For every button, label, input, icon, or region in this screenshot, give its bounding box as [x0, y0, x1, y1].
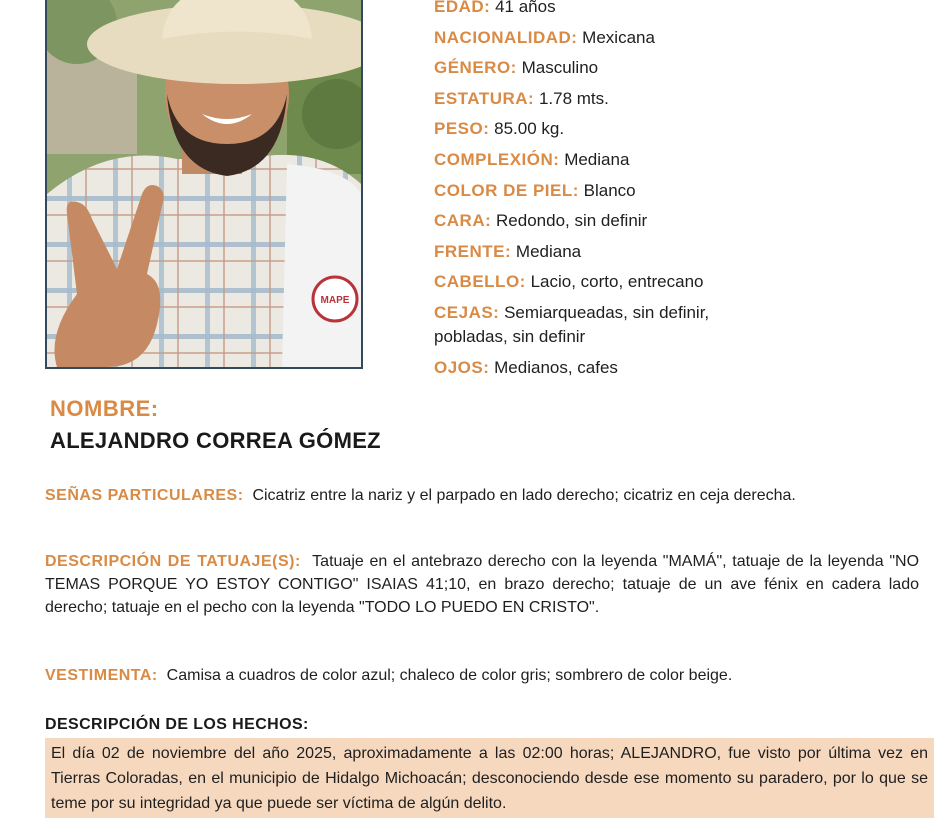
svg-text:MAPE: MAPE: [320, 295, 350, 306]
senas-label: SEÑAS PARTICULARES:: [45, 487, 244, 504]
vestimenta-label: VESTIMENTA:: [45, 667, 158, 684]
missing-person-photo: [45, 0, 363, 369]
descripcion-tatuajes: [45, 550, 919, 619]
hechos-label: DESCRIPCIÓN DE LOS HECHOS:: [45, 716, 309, 733]
attributes-list: [434, 0, 934, 384]
vestimenta: [45, 664, 919, 687]
attr-complexion: COMPLEXIÓN: Mediana: [434, 149, 630, 169]
person-photo-icon: [47, 0, 361, 367]
attr-cara: CARA: Redondo, sin definir: [434, 211, 648, 231]
person-name: ALEJANDRO CORREA GÓMEZ: [50, 428, 381, 453]
name-label: NOMBRE:: [50, 396, 159, 421]
attr-color-piel: COLOR DE PIEL: Blanco: [434, 180, 636, 200]
senas-text: Cicatriz entre la nariz y el parpado en lado derecho; cicatriz en ceja derecha.: [252, 487, 796, 504]
attr-estatura: ESTATURA: 1.78 mts.: [434, 88, 609, 108]
vestimenta-text: Camisa a cuadros de color azul; chaleco de color gris; sombrero de color beige.: [166, 667, 733, 684]
attr-nacionalidad: NACIONALIDAD: Mexicana: [434, 27, 655, 47]
hechos-text: El día 02 de noviembre del año 2025, aproximadamente a las 02:00 horas; ALEJANDRO, fue visto por última vez en Tierras Coloradas, en el municipio de Hidalgo Michoacán; desconociendo desde ese momento su paradero, por lo que se teme por su integridad ya que puede ser víctima de algún delito.: [45, 738, 934, 818]
attr-peso: PESO: 85.00 kg.: [434, 119, 565, 139]
attr-frente: FRENTE: Mediana: [434, 241, 582, 261]
attr-genero: GÉNERO: Masculino: [434, 58, 599, 78]
attr-cejas: CEJAS: Semiarqueadas, sin definir, pobladas, sin definir: [434, 302, 710, 346]
attr-edad: EDAD: 41 años: [434, 0, 556, 16]
tatuajes-text: Tatuaje en el antebrazo derecho con la leyenda "MAMÁ", tatuaje de la leyenda "NO TEMAS PORQUE YO ESTOY CONTIGO" ISAIAS 41;10, en brazo derecho; tatuaje de un ave fénix en cadera lado derecho; tatuaje en el pecho con la leyenda "TODO LO PUEDO EN CRISTO".: [45, 553, 920, 616]
tatuajes-label: DESCRIPCIÓN DE TATUAJE(S):: [45, 553, 301, 570]
attr-ojos: OJOS: Medianos, cafes: [434, 357, 618, 377]
attr-cabello: CABELLO: Lacio, corto, entrecano: [434, 272, 704, 292]
senas-particulares: [45, 484, 919, 507]
